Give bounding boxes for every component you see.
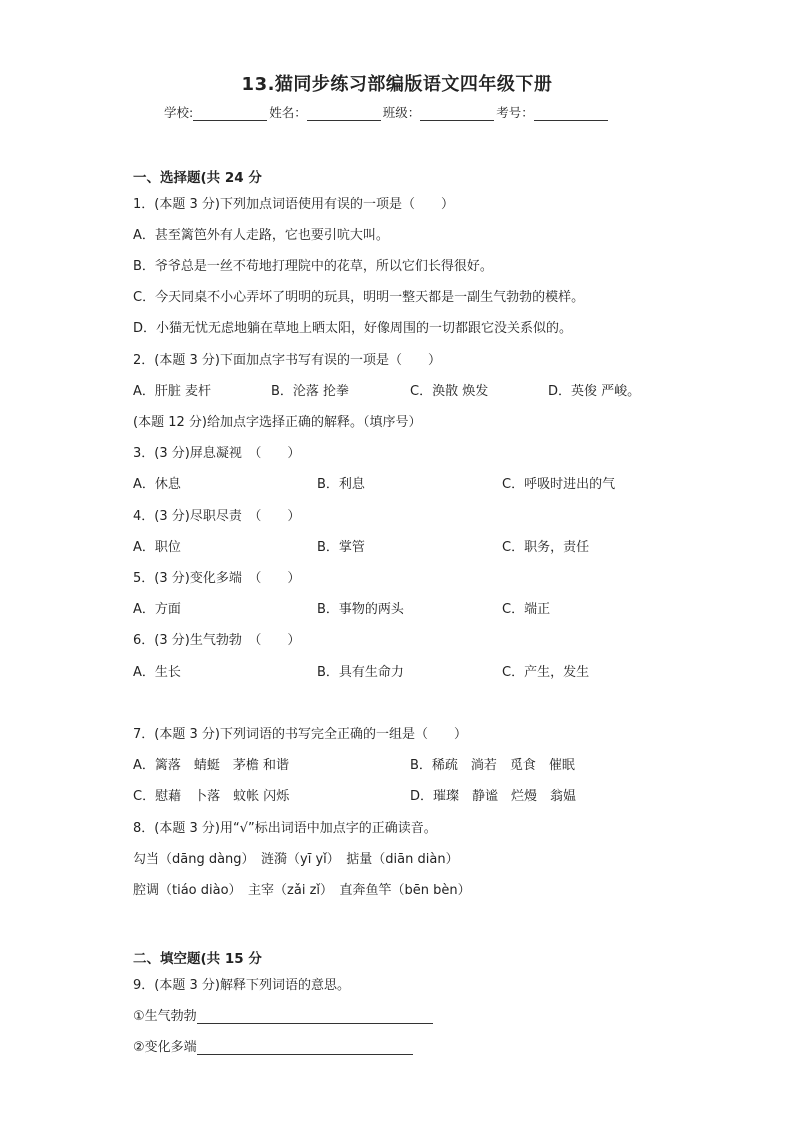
q6-option-c: C．产生，发生	[502, 665, 590, 680]
q2-option-d: D．英俊 严峻。	[548, 384, 641, 399]
q7-option-b: B．稀疏 淌若 觅食 催眠	[410, 758, 575, 773]
q1-stem: 1．(本题 3 分)下列加点词语使用有误的一项是（ ）	[133, 197, 454, 212]
q4-option-a: A．职位	[133, 540, 181, 555]
school-label: 学校:	[164, 105, 194, 120]
q6-option-a: A．生长	[133, 665, 181, 680]
q1-option-a: A．甚至篱笆外有人走路，它也要引吭大叫。	[133, 228, 389, 243]
q3-option-a: A．休息	[133, 477, 181, 492]
q7-stem: 7．(本题 3 分)下列词语的书写完全正确的一组是（ ）	[133, 727, 467, 742]
q9-item2-label: ②变化多端	[133, 1040, 197, 1055]
q9-stem: 9．(本题 3 分)解释下列词语的意思。	[133, 978, 350, 993]
student-info-line	[164, 103, 610, 121]
q3-option-c: C．呼吸时进出的气	[502, 477, 616, 492]
q7-option-a: A．篱落 蜻蜓 茅檐 和谐	[133, 758, 290, 773]
q5-stem: 5．(3 分)变化多端 （ ）	[133, 571, 301, 586]
section2-heading: 二、填空题(共 15 分	[133, 951, 262, 967]
q8-row1: 勾当（dāng dàng） 涟漪（yī yǐ） 掂量（diān diàn）	[133, 852, 459, 867]
number-blank[interactable]	[534, 107, 608, 121]
group-note: (本题 12 分)给加点字选择正确的解释。（填序号）	[133, 415, 422, 430]
section1-heading: 一、选择题(共 24 分	[133, 170, 262, 186]
q9-item2	[133, 1036, 413, 1055]
q2-option-b: B．沦落 抡拳	[271, 384, 350, 399]
q3-option-b: B．利息	[317, 477, 365, 492]
q6-option-b: B．具有生命力	[317, 665, 404, 680]
q3-stem: 3．(3 分)屏息凝视 （ ）	[133, 446, 301, 461]
q9-item1	[133, 1005, 433, 1024]
q4-option-b: B．掌管	[317, 540, 365, 555]
q1-option-c: C．今天同桌不小心弄坏了明明的玩具，明明一整天都是一副生气勃勃的模样。	[133, 290, 585, 305]
q2-stem: 2．(本题 3 分)下面加点字书写有误的一项是（ ）	[133, 353, 441, 368]
name-label: 姓名：	[269, 105, 307, 120]
name-blank[interactable]	[307, 107, 381, 121]
q1-option-d: D．小猫无忧无虑地躺在草地上晒太阳，好像周围的一切都跟它没关系似的。	[133, 321, 573, 336]
q7-option-c: C．慰藉 卜落 蚊帐 闪烁	[133, 789, 290, 804]
q2-option-a: A．肝脏 麦杆	[133, 384, 212, 399]
q7-option-d: D．璀璨 静谧 烂熳 翁媪	[410, 789, 577, 804]
q4-option-c: C．职务，责任	[502, 540, 590, 555]
q2-option-c: C．涣散 焕发	[410, 384, 489, 399]
class-label: 班级：	[382, 105, 421, 120]
page-title: 13.猫同步练习部编版语文四年级下册	[241, 74, 553, 95]
q9-item1-answer-line[interactable]	[197, 1010, 433, 1024]
q5-option-a: A．方面	[133, 602, 181, 617]
q4-stem: 4．(3 分)尽职尽责 （ ）	[133, 509, 301, 524]
q8-row2: 腔调（tiáo diào） 主宰（zǎi zǐ） 直奔鱼竿（bēn bèn）	[133, 883, 471, 898]
q6-stem: 6．(3 分)生气勃勃 （ ）	[133, 633, 301, 648]
q1-option-b: B．爷爷总是一丝不苟地打理院中的花草，所以它们长得很好。	[133, 259, 493, 274]
q5-option-b: B．事物的两头	[317, 602, 404, 617]
class-blank[interactable]	[420, 107, 494, 121]
school-blank[interactable]	[193, 107, 267, 121]
q5-option-c: C．端正	[502, 602, 551, 617]
number-label: 考号：	[496, 105, 534, 120]
q9-item1-label: ①生气勃勃	[133, 1009, 197, 1024]
q8-stem: 8．(本题 3 分)用“√”标出词语中加点字的正确读音。	[133, 821, 437, 836]
q9-item2-answer-line[interactable]	[197, 1041, 413, 1055]
